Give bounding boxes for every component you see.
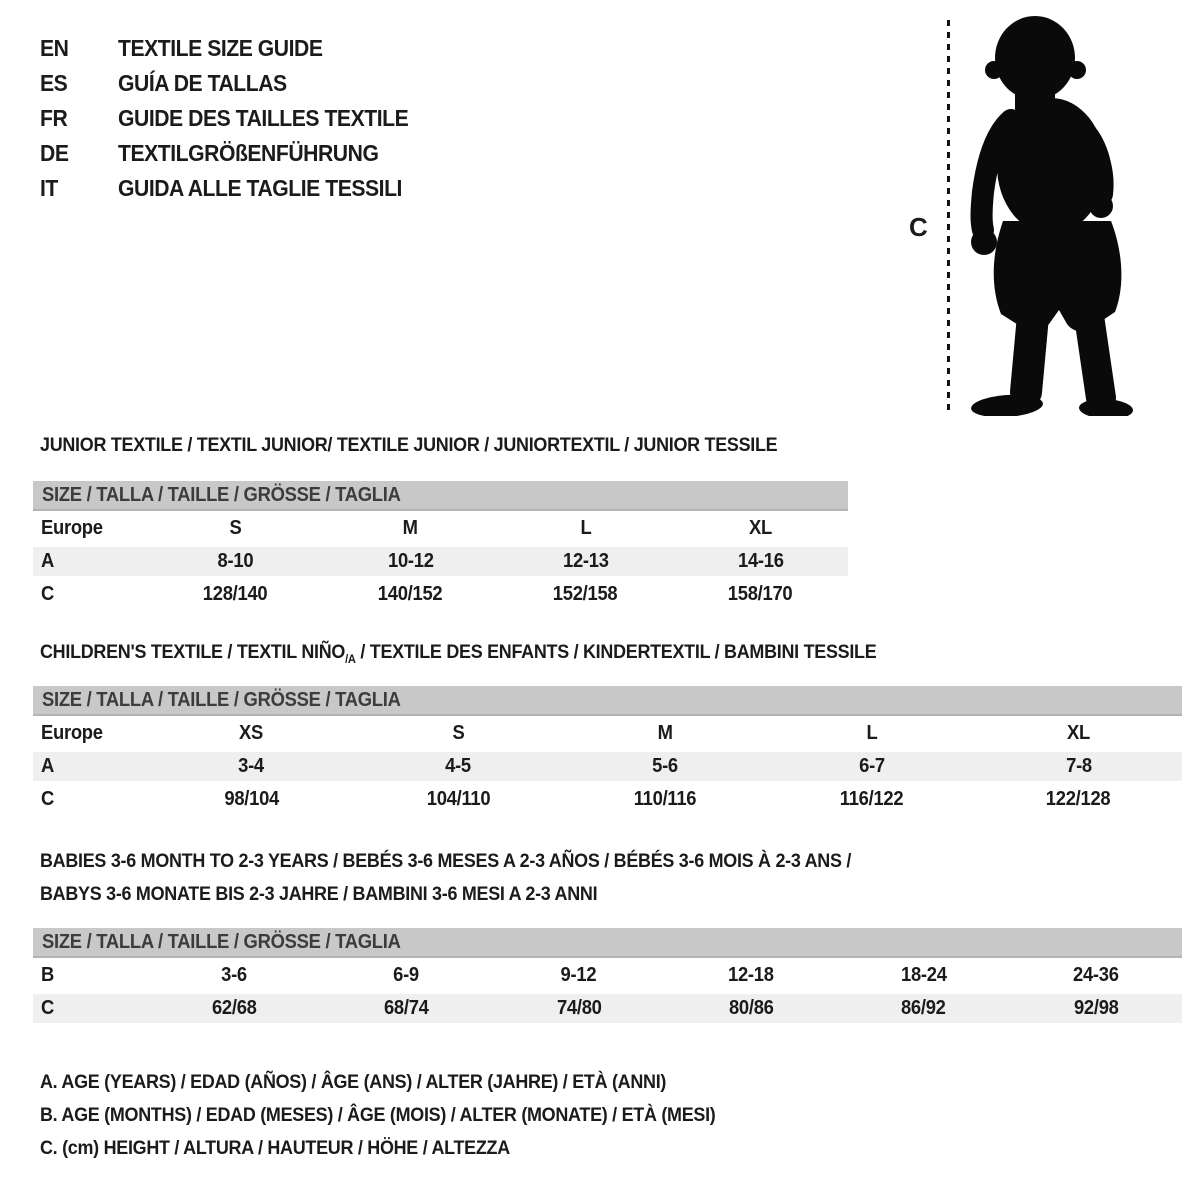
legend-line-age-years: A. AGE (YEARS) / EDAD (AÑOS) / ÂGE (ANS) / ALTER (JAHRE) / ETÀ (ANNI) <box>40 1071 667 1093</box>
children-section-title <box>40 641 949 666</box>
language-row <box>40 101 434 136</box>
language-row <box>40 136 434 171</box>
language-title: TEXTILGRÖßENFÜHRUNG <box>118 140 379 166</box>
babies-size-table <box>33 928 1182 1027</box>
cell-value: 4-5 <box>445 755 472 777</box>
children-title-post: / TEXTILE DES ENFANTS / KINDERTEXTIL / BAMBINI TESSILE <box>355 641 877 663</box>
cell-value: 12-18 <box>728 964 774 986</box>
babies-section-title <box>40 845 1160 911</box>
table-row-height-cm <box>33 785 1182 814</box>
baby-silhouette-icon <box>963 16 1138 416</box>
row-label: C <box>41 788 55 810</box>
cell-value: 62/68 <box>211 997 257 1019</box>
language-title: GUÍA DE TALLAS <box>118 70 287 96</box>
row-label: Europe <box>41 517 103 539</box>
language-code: DE <box>40 140 69 166</box>
babies-title-line2: BABYS 3-6 MONATE BIS 2-3 JAHRE / BAMBINI 3-6 MESI A 2-3 ANNI <box>40 883 598 905</box>
cell-value: 3-4 <box>238 755 265 777</box>
row-label: A <box>41 550 55 572</box>
language-row <box>40 31 434 66</box>
cell-value: 68/74 <box>384 997 429 1019</box>
language-title-block <box>40 31 434 206</box>
children-title-subscript: /A <box>345 651 356 666</box>
cell-value: 104/110 <box>426 788 490 810</box>
cell-value: S <box>229 517 242 539</box>
cell-value: 122/128 <box>1046 788 1111 810</box>
cell-value: XL <box>749 517 772 539</box>
table-row-age-years <box>33 547 848 576</box>
cell-value: 5-6 <box>652 755 678 777</box>
cell-value: M <box>657 722 673 744</box>
language-title: TEXTILE SIZE GUIDE <box>118 35 323 61</box>
cell-value: 14-16 <box>737 550 784 572</box>
cell-value: 18-24 <box>900 964 947 986</box>
cell-value: 8-10 <box>217 550 254 572</box>
cell-value: 6-9 <box>393 964 420 986</box>
row-label: B <box>41 964 55 986</box>
cell-value: XS <box>239 722 264 744</box>
babies-title-line1: BABIES 3-6 MONTH TO 2-3 YEARS / BEBÉS 3-6 MESES A 2-3 AÑOS / BÉBÉS 3-6 MOIS À 2-3 ANS / <box>40 850 852 872</box>
junior-section-title <box>40 434 842 457</box>
language-code: EN <box>40 35 69 61</box>
cell-value: XL <box>1067 722 1091 744</box>
language-row <box>40 171 434 206</box>
children-section-title-text <box>40 641 876 666</box>
size-header-label: SIZE / TALLA / TAILLE / GRÖSSE / TAGLIA <box>42 483 401 506</box>
table-row-age-months <box>33 961 1182 990</box>
cell-value: 3-6 <box>221 964 248 986</box>
table-row-europe <box>33 719 1182 748</box>
cell-value: 98/104 <box>224 788 279 810</box>
language-title: GUIDE DES TAILLES TEXTILE <box>118 105 409 131</box>
language-code: ES <box>40 70 68 96</box>
language-code: IT <box>40 175 58 201</box>
cell-value: 24-36 <box>1072 964 1119 986</box>
children-size-table <box>33 686 1182 818</box>
row-label: C <box>41 997 55 1019</box>
language-title: GUIDA ALLE TAGLIE TESSILI <box>118 175 402 201</box>
size-header-label: SIZE / TALLA / TAILLE / GRÖSSE / TAGLIA <box>42 688 401 711</box>
cell-value: 74/80 <box>556 997 602 1019</box>
measurement-legend <box>40 1066 774 1165</box>
cell-value: 86/92 <box>901 997 946 1019</box>
cell-value: L <box>866 722 878 744</box>
cell-value: 7-8 <box>1065 755 1092 777</box>
legend-line-height: C. (cm) HEIGHT / ALTURA / HAUTEUR / HÖHE / ALTEZZA <box>40 1137 510 1159</box>
junior-size-table <box>33 481 848 613</box>
language-row <box>40 66 434 101</box>
row-label: C <box>41 583 55 605</box>
cell-value: 152/158 <box>553 583 618 605</box>
cell-value: 12-13 <box>562 550 609 572</box>
junior-section-title-text: JUNIOR TEXTILE / TEXTIL JUNIOR/ TEXTILE JUNIOR / JUNIORTEXTIL / JUNIOR TESSILE <box>40 434 778 456</box>
cell-value: 6-7 <box>858 755 885 777</box>
size-header-bar <box>33 481 848 511</box>
size-header-label: SIZE / TALLA / TAILLE / GRÖSSE / TAGLIA <box>42 930 401 953</box>
measure-label-c: C <box>909 212 928 242</box>
table-row-height-cm <box>33 580 848 609</box>
language-code: FR <box>40 105 68 131</box>
table-row-height-cm <box>33 994 1182 1023</box>
table-row-age-years <box>33 752 1182 781</box>
cell-value: M <box>402 517 419 539</box>
row-label: A <box>41 755 55 777</box>
children-title-pre: CHILDREN'S TEXTILE / TEXTIL NIÑO <box>40 641 346 663</box>
size-header-bar <box>33 686 1182 716</box>
cell-value: 158/170 <box>728 583 793 605</box>
cell-value: 80/86 <box>728 997 774 1019</box>
table-row-europe <box>33 514 848 543</box>
cell-value: 9-12 <box>560 964 597 986</box>
cell-value: L <box>580 517 591 539</box>
cell-value: 128/140 <box>203 583 268 605</box>
row-label: Europe <box>41 722 103 744</box>
size-header-bar <box>33 928 1182 958</box>
cell-value: 140/152 <box>378 583 443 605</box>
cell-value: 92/98 <box>1073 997 1119 1019</box>
legend-line-age-months: B. AGE (MONTHS) / EDAD (MESES) / ÂGE (MOIS) / ALTER (MONATE) / ETÀ (MESI) <box>40 1104 716 1126</box>
cell-value: S <box>452 722 465 744</box>
cell-value: 10-12 <box>387 550 434 572</box>
height-measure-dashed-line <box>947 20 950 414</box>
cell-value: 110/116 <box>633 788 697 810</box>
cell-value: 116/122 <box>839 788 904 810</box>
